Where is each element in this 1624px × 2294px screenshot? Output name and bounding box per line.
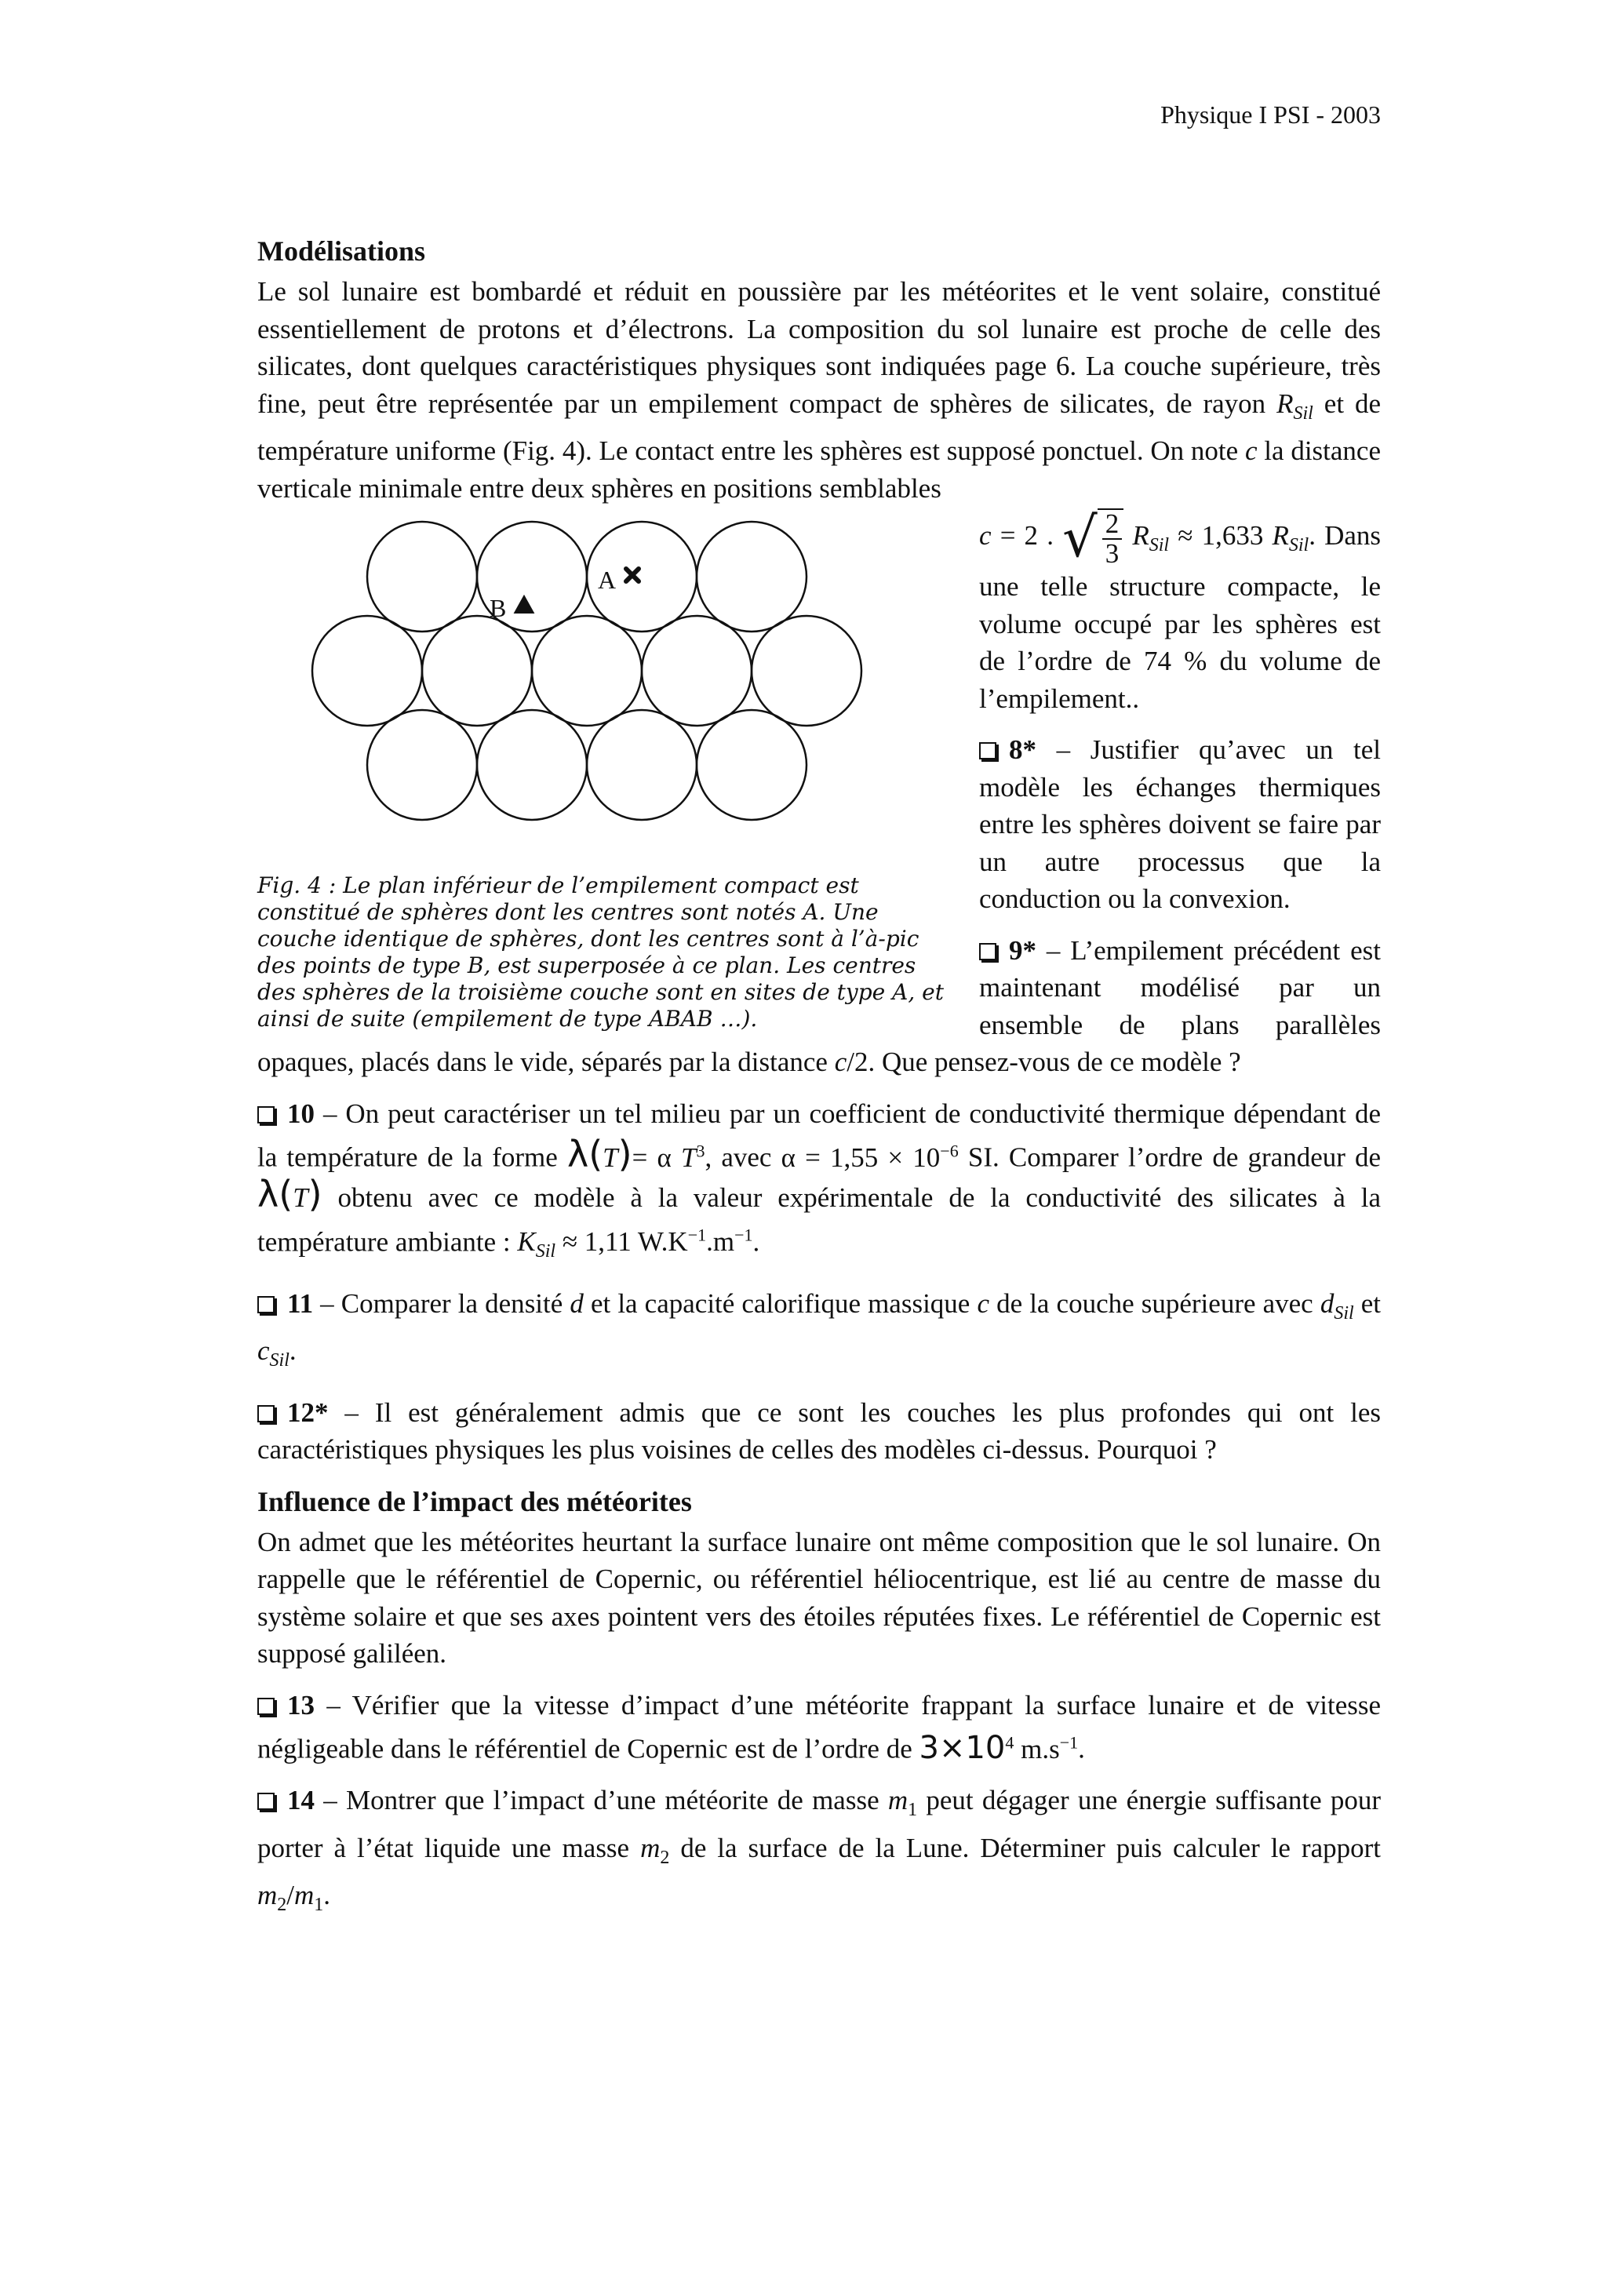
question-9: 9* – L’empilement précédent est maintenant modélisé par un ensemble de plans parallèles opaques, placés dans le vide, séparés par la distance c/2. Que pensez-vous de ce modèle ? <box>257 934 1381 1077</box>
checkbox-icon <box>257 1698 275 1715</box>
sphere <box>367 710 477 820</box>
content <box>257 232 1381 1939</box>
sphere <box>642 616 752 726</box>
label-a: A <box>598 566 617 594</box>
section-title-impact: Influence de l’impact des météorites <box>257 1485 692 1517</box>
sphere <box>477 710 587 820</box>
impact-intro: On admet que les météorites heurtant la surface lunaire ont même composition que le sol lunaire. On rappelle que le référentiel de Copernic, ou référentiel héliocentrique, est lié au centre de masse du système solaire et que ses axes pointent vers des étoiles réputées fixes. Le référentiel de Copernic est supposé galiléen. <box>257 1526 1381 1670</box>
question-14: 14 – Montrer que l’impact d’une météorite de masse $m_1$ peut dégager une énergie suffisante pour porter à l’état liquide une masse $m_2$ de la surface de la Lune. Déterminer puis calculer le rapport $m_2/m_1$. <box>257 1785 1382 1916</box>
sphere <box>587 710 697 820</box>
figure-4 <box>257 519 948 1032</box>
page-header: Physique I PSI - 2003 <box>1160 100 1381 129</box>
question-10: 10 – On peut caractériser un tel milieu par un coefficient de conductivité thermique dépendant de la température de la forme λ(T)= α $T^3$, avec $\alpha = 1,55 \times 10^{-6}$ SI. Comparer l’ordre de grandeur de λ(T) obtenu avec ce modèle à la valeur expérimentale de la conductivité des silicates à la température ambiante : $K_{Sil} \approx 1,11$ $W.K^{-1}.m^{-1}$. <box>257 1098 1382 1262</box>
formula-velocity: $3\times 10^4$ $m.s^{-1}$ <box>919 1729 1079 1766</box>
figure-caption: Fig. 4 : Le plan inférieur de l’empilement compact est constitué de sphères dont les centres sont notés A. Une couche identique de sphères, dont les centres sont à l’à-pic des points de type B, est superposée à ce plan. Les centres des sphères de la troisième couche sont en sites de type A, et ainsi de suite (empilement de type ABAB …). <box>257 872 944 1032</box>
section-modelisations <box>257 273 1381 1095</box>
formula-c: c = 2 . √ $\frac{2}{3}$ $R_{Sil} \approx 1,633$ $R_{Sil}$ <box>979 505 1309 570</box>
formula-k-sil: $K_{Sil} \approx 1,11$ $W.K^{-1}.m^{-1}$ <box>517 1225 753 1262</box>
sphere-packing-diagram <box>304 519 901 849</box>
checkbox-icon <box>257 1106 275 1123</box>
formula-paragraph: c = 2 . √ $\frac{2}{3}$ $R_{Sil} \approx 1,633$ $R_{Sil}$. Dans une telle structure compacte, le volume occupé par les sphères est de l’ordre de 74 % du volume de l’empilement.. <box>979 505 1382 714</box>
site-a-marker <box>626 569 639 581</box>
checkbox-icon <box>257 1296 275 1313</box>
checkbox-icon <box>257 1405 275 1422</box>
intro-paragraph: Le sol lunaire est bombardé et réduit en poussière par les météorites et le vent solaire, constitué essentiellement de protons et d’électrons. La composition du sol lunaire est proche de celle des silicates, dont quelques caractéristiques physiques sont indiquées page 6. La couche supérieure, très fine, peut être représentée par un empilement compact de sphères de silicates, de rayon $R_{Sil}$ et de température uniforme (Fig. 4). Le contact entre les sphères est supposé ponctuel. On note c la distance verticale minimale entre deux sphères en positions semblables <box>257 276 1382 504</box>
sphere <box>697 522 807 632</box>
section-title-modelisations: Modélisations <box>257 235 426 267</box>
question-8: 8* – Justifier qu’avec un tel modèle les échanges thermiques entre les sphères doivent se faire par un autre processus que la conduction ou la convexion. <box>979 734 1381 914</box>
var-c: c <box>1244 435 1258 466</box>
formula-alpha: $\alpha = 1,55 \times 10^{-6}$ <box>781 1141 959 1173</box>
sphere <box>697 710 807 820</box>
checkbox-icon <box>257 1793 275 1810</box>
question-11: 11 – Comparer la densité d et la capacité calorifique massique c de la couche supérieure avec $d_{Sil}$ et $c_{Sil}$. <box>257 1287 1382 1371</box>
sphere <box>367 522 477 632</box>
label-b: B <box>490 594 507 622</box>
var-r-sil: $R_{Sil}$ <box>1276 388 1313 424</box>
question-13: 13 – Vérifier que la vitesse d’impact d’une météorite frappant la surface lunaire et de vitesse négligeable dans le référentiel de Copernic est de l’ordre de $3\times 10^4$ $m.s^{-1}$. <box>257 1689 1382 1766</box>
checkbox-icon <box>979 742 996 759</box>
sphere <box>422 616 532 726</box>
sphere <box>312 616 422 726</box>
formula-lambda: λ(T)= α $T^3$ <box>566 1132 705 1175</box>
question-12: 12* – Il est généralement admis que ce sont les couches les plus profondes qui ont les caractéristiques physiques les plus voisines de celles des modèles ci-dessus. Pourquoi ? <box>257 1396 1382 1466</box>
site-b-marker <box>516 598 532 612</box>
checkbox-icon <box>979 943 996 960</box>
sphere <box>752 616 861 726</box>
sphere <box>532 616 642 726</box>
formula-lambda-2: λ(T) <box>257 1173 322 1216</box>
